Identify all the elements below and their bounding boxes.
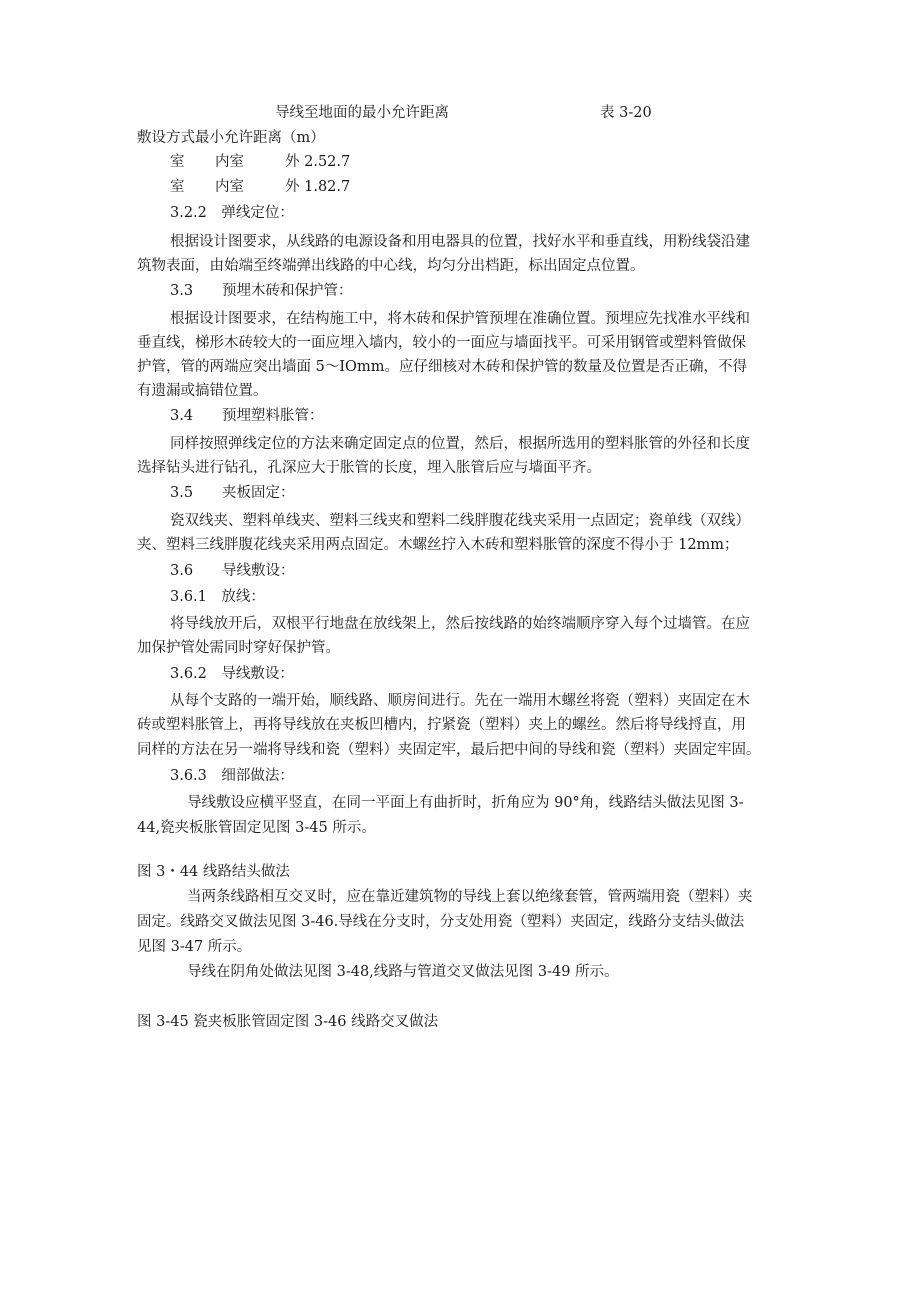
table-cell: 室 [170,179,185,195]
table-header: 敷设方式最小允许距离（m） [137,130,325,146]
section-heading: 3.5 夹板固定： [170,485,295,501]
paragraph-line: 当两条线路相互交叉时，应在靠近建筑物的导线上套以绝缘套管，管两端用瓷（塑料）夹 [187,889,753,905]
paragraph-line: 44,瓷夹板胀管固定见图 3-45 所示。 [137,820,376,836]
table-cell: 外 1.82.7 [285,179,351,195]
section-heading: 3.2.2 弹线定位： [170,205,294,221]
table-cell: 外 2.52.7 [285,154,351,170]
table-cell: 内室 [215,154,244,170]
paragraph-line: 选择钻头进行钻孔，孔深应大于胀管的长度，埋入胀管后应与墙面平齐。 [137,460,601,476]
table-number: 表 3-20 [600,105,652,121]
figure-caption: 图 3-45 瓷夹板胀管固定图 3-46 线路交叉做法 [137,1014,439,1030]
paragraph-line: 导线在阴角处做法见图 3-48,线路与管道交叉做法见图 3-49 所示。 [187,964,619,980]
paragraph-line: 加保护管处需同时穿好保护管。 [137,640,340,656]
paragraph-line: 将导线放开后，双根平行地盘在放线架上，然后按线路的始终端顺序穿入每个过墙管。在应 [170,616,750,632]
paragraph-line: 瓷双线夹、塑料单线夹、塑料三线夹和塑料二线胖腹花线夹采用一点固定；瓷单线（双线） [170,513,750,529]
paragraph-line: 见图 3-47 所示。 [137,939,252,955]
paragraph-line: 同样按照弹线定位的方法来确定固定点的位置，然后，根据所选用的塑料胀管的外径和长度 [170,436,750,452]
paragraph-line: 从每个支路的一端开始，顺线路、顺房间进行。先在一端用木螺丝将瓷（塑料）夹固定在木 [170,693,750,709]
section-heading: 3.6.1 放线： [170,589,265,605]
section-heading: 3.6.2 导线敷设： [170,666,294,682]
paragraph-line: 有遗漏或搞错位置。 [137,383,268,399]
paragraph-line: 筑物表面，由始端至终端弹出线路的中心线，均匀分出档距，标出固定点位置。 [137,258,645,274]
paragraph-line: 夹、塑料三线胖腹花线夹采用两点固定。木螺丝拧入木砖和塑料胀管的深度不得小于 12mm； [137,537,739,553]
paragraph-line: 同样的方法在另一端将导线和瓷（塑料）夹固定牢，最后把中间的导线和瓷（塑料）夹固定牢固。 [137,742,761,758]
paragraph-line: 砖或塑料胀管上，再将导线放在夹板凹槽内，拧紧瓷（塑料）夹上的螺丝。然后将导线捋直，用 [137,717,746,733]
table-cell: 室 [170,154,185,170]
paragraph-line: 导线敷设应横平竖直，在同一平面上有曲折时，折角应为 90°角，线路结头做法见图 3- [187,795,744,811]
paragraph-line: 护管，管的两端应突出墙面 5～IOmm。应仔细核对木砖和保护管的数量及位置是否正确，不得 [137,359,747,375]
section-heading: 3.4 预埋塑料胀管： [170,408,324,424]
section-heading: 3.3 预埋木砖和保护管： [170,283,353,299]
figure-caption: 图 3・44 线路结头做法 [137,864,290,880]
paragraph-line: 固定。线路交叉做法见图 3-46.导线在分支时，分支处用瓷（塑料）夹固定，线路分支结头做法 [137,914,745,930]
paragraph-line: 垂直线，梯形木砖较大的一面应埋入墙内，较小的一面应与墙面找平。可采用钢管或塑料管做保 [137,335,746,351]
paragraph-line: 根据设计图要求，在结构施工中，将木砖和保护管预埋在准确位置。预埋应先找准水平线和 [170,311,750,327]
table-cell: 内室 [215,179,244,195]
section-heading: 3.6 导线敷设： [170,563,295,579]
table-title: 导线至地面的最小允许距离 [275,105,449,121]
section-heading: 3.6.3 细部做法： [170,768,294,784]
paragraph-line: 根据设计图要求，从线路的电源设备和用电器具的位置，找好水平和垂直线，用粉线袋沿建 [170,234,750,250]
